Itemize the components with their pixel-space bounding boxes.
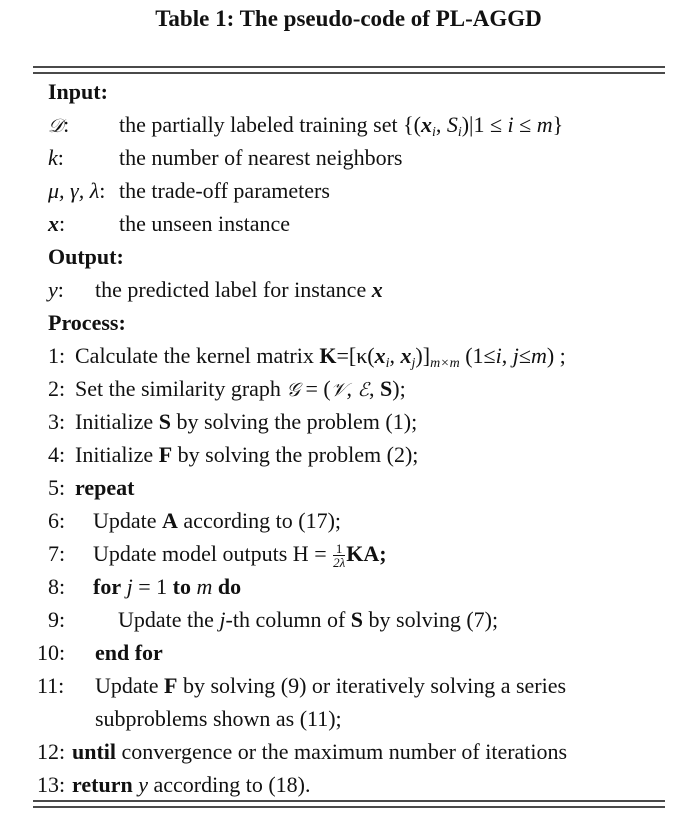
step-13 xyxy=(0,768,697,801)
top-rule-2 xyxy=(33,72,665,74)
step-text: for j = 1 to m do xyxy=(93,574,242,599)
input-item-x xyxy=(0,207,697,240)
step-text: Initialize S by solving the problem (1); xyxy=(75,409,418,434)
input-description: the trade-off parameters xyxy=(119,178,330,203)
bottom-rule-1 xyxy=(33,800,665,802)
bottom-rule-2 xyxy=(33,806,665,808)
algorithm-name: PL-AGGD xyxy=(435,6,542,31)
input-heading: Input: xyxy=(48,79,108,104)
step-2 xyxy=(0,372,697,405)
input-description: the partially labeled training set {($x_i$, $S_i)|1 \le i \le m$} xyxy=(119,112,564,140)
step-number: 13: xyxy=(37,772,66,797)
process-heading: Process: xyxy=(48,310,126,335)
step-number: 2: xyxy=(48,376,66,401)
step-number: 5: xyxy=(48,475,66,500)
input-description: the number of nearest neighbors xyxy=(119,145,403,170)
step-number: 7: xyxy=(48,541,66,566)
step-number: 9: xyxy=(48,607,66,632)
step-8 xyxy=(0,570,697,603)
step-text: until convergence or the maximum number of iterations xyxy=(72,739,568,764)
input-description: the unseen instance xyxy=(119,211,291,236)
step-1 xyxy=(0,339,697,372)
input-symbol: 𝒟: xyxy=(48,112,70,137)
table-caption xyxy=(0,4,697,34)
step-text: Update A according to (17); xyxy=(93,508,342,533)
input-symbol: x: xyxy=(48,211,66,236)
top-rule-1 xyxy=(33,66,665,68)
output-heading-row xyxy=(0,240,697,273)
step-12 xyxy=(0,735,697,768)
input-item-dataset xyxy=(0,108,697,141)
step-keyword: repeat xyxy=(75,475,135,500)
caption-prefix: Table 1: The pseudo-code of xyxy=(155,6,436,31)
input-item-k xyxy=(0,141,697,174)
step-keyword: end for xyxy=(95,640,163,665)
step-11-continuation xyxy=(0,702,697,735)
step-number: 3: xyxy=(48,409,66,434)
step-number: 1: xyxy=(48,343,66,368)
step-number: 12: xyxy=(37,739,66,764)
step-text: Initialize F by solving the problem (2); xyxy=(75,442,419,467)
step-7 xyxy=(0,537,697,570)
step-text: Update model outputs H = $\frac{1}{2\lambda}$ KA; xyxy=(93,541,387,571)
step-number: 4: xyxy=(48,442,66,467)
output-item-y xyxy=(0,273,697,306)
step-number: 8: xyxy=(48,574,66,599)
step-number: 10: xyxy=(37,640,66,665)
step-3 xyxy=(0,405,697,438)
step-10 xyxy=(0,636,697,669)
step-4 xyxy=(0,438,697,471)
step-5 xyxy=(0,471,697,504)
input-symbol: μ, γ, λ: xyxy=(48,178,106,203)
input-heading-row xyxy=(0,75,697,108)
step-6 xyxy=(0,504,697,537)
output-symbol: y: xyxy=(48,277,64,302)
step-number: 11: xyxy=(37,673,65,698)
step-text: return y according to (18). xyxy=(72,772,311,797)
fraction: $\frac{1}{2\lambda}$ xyxy=(333,541,346,571)
step-9 xyxy=(0,603,697,636)
step-11 xyxy=(0,669,697,702)
output-heading: Output: xyxy=(48,244,124,269)
step-text: Calculate the kernel matrix $K=[\kappa(x_i$, $x_j)]_{m\times m}$ (1≤i, j≤m) ; xyxy=(75,343,566,371)
input-symbol: k: xyxy=(48,145,64,170)
process-heading-row xyxy=(0,306,697,339)
step-text: Set the similarity graph 𝒢 = (𝒱, ℰ, S); xyxy=(75,376,406,401)
output-description: the predicted label for instance x xyxy=(95,277,383,302)
step-text: Update F by solving (9) or iteratively solving a series xyxy=(95,673,567,698)
step-text: Update the j-th column of S by solving (7); xyxy=(118,607,499,632)
step-text: subproblems shown as (11); xyxy=(95,706,342,731)
step-number: 6: xyxy=(48,508,66,533)
input-item-params xyxy=(0,174,697,207)
